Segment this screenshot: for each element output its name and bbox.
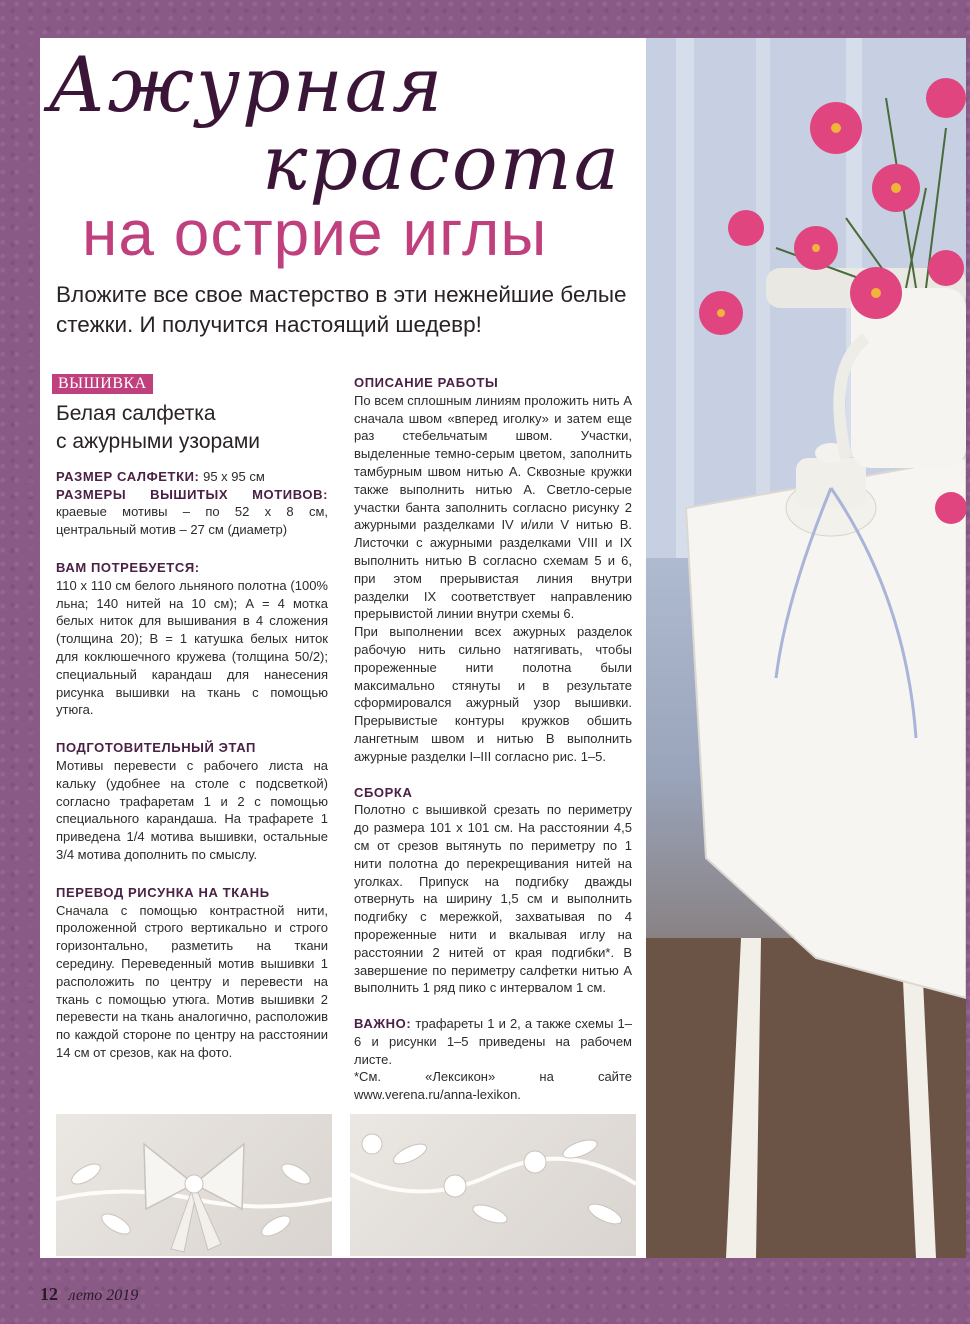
left-column	[56, 374, 328, 1062]
description-paragraph-2: При выполнении всех ажурных разделок рабочую нить сильно натягивать, чтобы прореженные нити полотна были максимально стянуты и в результате сформировался ажурный узор вышивки. Прерывистые контуры кружков обшить лангетным швом и нитью В выполнить ажурные разделки I–III согласно рис. 1–5.	[354, 624, 632, 764]
table-flowers-icon	[646, 38, 966, 1258]
right-column	[354, 374, 632, 1104]
prep-text: Мотивы перевести с рабочего листа на кальку (удобнее на столе с подсветкой) согласно трафаретам 1 и 2 с помощью специального карандаша. На трафарете 1 приведена 1/4 мотива вышивки, остальные 3/4 мотива дополнить по смыслу.	[56, 757, 328, 862]
transfer-heading: ПЕРЕВОД РИСУНКА НА ТКАНЬ	[56, 884, 270, 900]
important-note	[354, 1015, 632, 1068]
title-line-2: красота	[262, 118, 622, 207]
lead-paragraph: Вложите все свое мастерство в эти нежнейшие белые стежки. И получится настоящий шедевр!	[56, 282, 627, 337]
prep-heading: ПОДГОТОВИТЕЛЬНЫЙ ЭТАП	[56, 740, 256, 756]
embroidery-bow-photo	[56, 1114, 332, 1256]
main-photo	[646, 38, 966, 1258]
description-heading: ОПИСАНИЕ РАБОТЫ	[354, 375, 499, 390]
page-footer	[40, 1284, 138, 1305]
item-title	[56, 400, 328, 456]
category-tag: ВЫШИВКА	[52, 374, 153, 394]
size-label: РАЗМЕР САЛФЕТКИ:	[56, 468, 200, 484]
item-title-line-1: Белая салфетка	[56, 401, 216, 425]
title-line-3: на острие иглы	[82, 197, 548, 269]
title-line-1: Ажурная	[48, 40, 445, 129]
description-paragraph-1: По всем сплошным линиям проложить нить А сначала швом «вперед иголку» и затем еще раз стебельчатым швом. Участки, выделенные темно-серым цветом, заполнить тамбурным швом нитью А. Сквозные кружки также выполнить нитью А. Светло-серые участки банта заполнить согласно рисунку 2 ажурными разделками IV и/или V нитью В. Листочки с ажурными разделками VIII и IX выполнить нитью В согласно схемам 5 и 6, при этом прерывистая линия внутри разделки IX соответствует направлению прерывистой линии внутри схемы 6.	[354, 392, 632, 622]
vine-motif-icon	[350, 1114, 636, 1256]
size-value: 95 х 95 см	[199, 468, 265, 484]
item-title-line-2: с ажурными узорами	[56, 429, 261, 453]
materials-text: 110 х 110 см белого льняного полотна (100% льна; 140 нитей на 10 см); А = 4 мотка белых ниток для вышивания в 4 сложения (толщина 20); В = 1 катушка белых ниток для коклюшечного кружева (толщина 50/2); специальный карандаш для нанесения рисунка вышивки на ткань с помощью утюга.	[56, 577, 328, 718]
assembly-text: Полотно с вышивкой срезать по периметру до размера 101 х 101 см. На расстоянии 4,5 см от срезов вытянуть по периметру по 1 нити полотна до перекрещивания нитей на уголках. Припуск на подгибку дважды отвернуть на ширину 1,5 см и выполнить подгибку с мережкой, захватывая по 4 прореженные нити и вкалывая иглу на расстоянии 2 нитей от края подгибки*. В завершение по периметру салфетки нитью А выполнить 1 ряд пико с интервалом 1 см.	[354, 802, 632, 996]
important-text: трафареты 1 и 2, а также схемы 1–6 и рисунки 1–5 приведены на рабочем листе.	[354, 1016, 632, 1067]
assembly-heading: СБОРКА	[354, 784, 413, 800]
materials-heading: ВАМ ПОТРЕБУЕТСЯ:	[56, 559, 200, 575]
embroidery-vine-photo	[350, 1114, 636, 1256]
size-line	[56, 468, 328, 486]
important-label: ВАЖНО:	[354, 1016, 412, 1032]
issue-season: лето 2019	[68, 1287, 139, 1304]
motif-label: РАЗМЕРЫ ВЫШИТЫХ МОТИВОВ:	[56, 486, 328, 502]
page-number: 12	[40, 1284, 58, 1304]
motif-line	[56, 486, 328, 539]
footnote: *См. «Лексикон» на сайте www.verena.ru/anna-lexikon.	[354, 1069, 632, 1103]
motif-value: краевые мотивы – по 52 х 8 см, центральный мотив – 27 см (диаметр)	[56, 504, 328, 538]
bow-motif-icon	[56, 1114, 332, 1256]
transfer-text: Сначала с помощью контрастной нити, проложенной строго вертикально и строго горизонтально, разметить на ткани середину. Переведенный мотив вышивки 1 расположить по центру и перевести на ткань с помощью утюга. Мотив вышивки 2 перевести на ткань аналогично, расположив по каждой стороне по центру на расстоянии 14 см от срезов, как на фото.	[56, 902, 328, 1060]
